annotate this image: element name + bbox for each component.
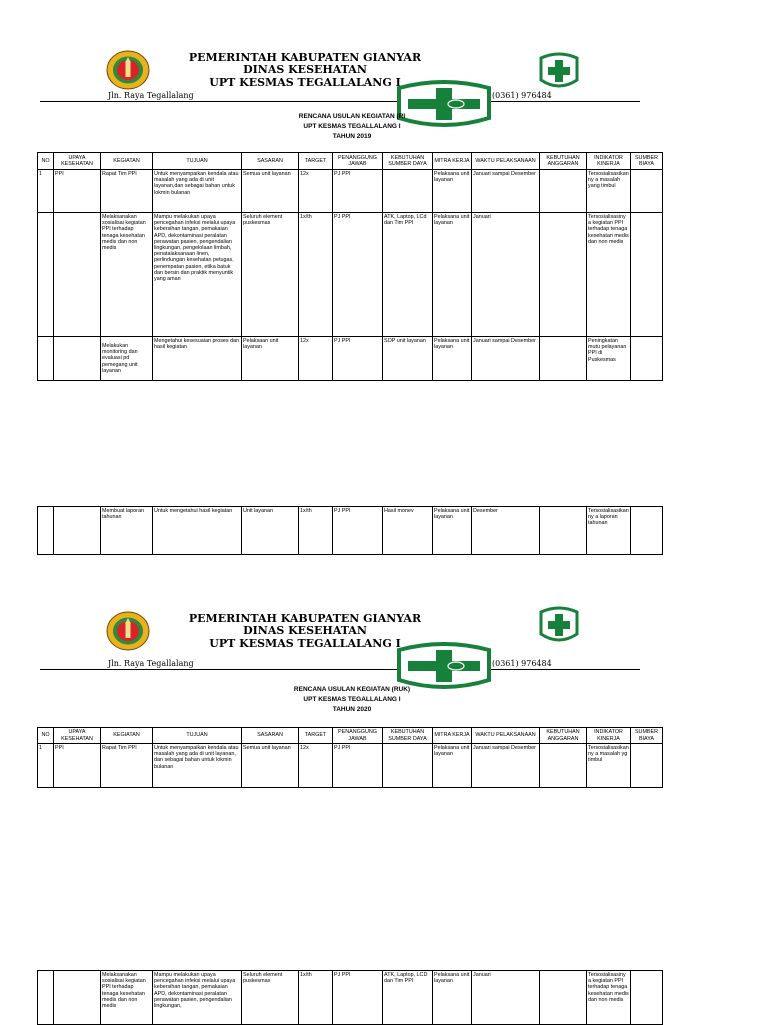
table-cell: ATK, Laptop, LCD dan Tim PPI [383,971,433,1025]
table-cell [54,507,101,555]
table-cell: Desember [472,507,540,555]
table-cell: Unit layanan [242,507,299,555]
table-cell [383,170,433,213]
table-cell: 12x [299,744,333,788]
table-row [38,971,663,1025]
col-header: KEBUTUHAN SUMBER DAYA [383,153,433,170]
col-header: KEBUTUHAN SUMBER DAYA [383,728,433,744]
table-cell [540,337,587,381]
table-cell [540,507,587,555]
letterhead-government: PEMERINTAH KABUPATEN GIANYAR [188,612,422,625]
letterhead-government: PEMERINTAH KABUPATEN GIANYAR [188,51,422,64]
col-header: INDIKATOR KINERJA [587,728,631,744]
table-cell: 1x/th [299,971,333,1025]
table-cell: PPI [54,744,101,788]
col-header: UPAYA KESEHATAN [54,728,101,744]
table-cell: Semua unit layanan [242,170,299,213]
table-cell: PJ PPI [333,971,383,1025]
table-cell [383,744,433,788]
table-cell [540,744,587,788]
table-cell: Untuk mengetahui hasil kegiatan [153,507,242,555]
table-cell: Rapat Tim PPI [101,744,153,788]
doc-title [227,112,477,142]
doc-title-line2: UPT KESMAS TEGALLALANG I [303,123,401,130]
doc-title-line2: UPT KESMAS TEGALLALANG I [303,696,401,703]
table-cell [38,213,54,337]
col-header: WAKTU PELAKSANAAN [472,153,540,170]
col-header: SUMBER BIAYA [631,153,663,170]
table-cell [540,213,587,337]
table-cell: Hasil monev [383,507,433,555]
table-cell: Rapat Tim PPI [101,170,153,213]
table-cell: Pelaksana unit layanan [433,213,472,337]
doc-title-line3: TAHUN 2020 [332,706,372,713]
table-cell: Januari sampai Desember [472,337,540,381]
letterhead-agency: DINAS KESEHATAN [243,624,367,637]
table-cell: 1x/th [299,507,333,555]
table-cell: 12x [299,337,333,381]
col-header: KEGIATAN [101,728,153,744]
table-cell [631,213,663,337]
table-cell [631,507,663,555]
table-cell: Pelaksaan unit layanan [242,337,299,381]
col-header: SASARAN [242,153,299,170]
table-cell: 1 [38,170,54,213]
table-cell: Melaksanakan sosialisai kegiatan PPI terhadap tenaga kesehatan medis dan non medis [101,971,153,1025]
table-cell: Mampu melakukan upaya pencegahan infeksi melalui upaya kebersihan tangan, pemakaian APD, dekontaminasi peralatan perawatan pasien, pengendalian lingkungan, [153,971,242,1025]
table-cell: 12x [299,170,333,213]
table-cell: Januari [472,213,540,337]
table-cell [540,170,587,213]
table-cell: PJ PPI [333,170,383,213]
doc-title-line1: RENCANA USULAN KEGIATAN (RI [298,113,406,120]
table-cell [54,213,101,337]
table-cell [54,971,101,1025]
table-cell: Mampu melakukan upaya pencegahan infeksi melalui upaya kebersihan tangan, pemakaian APD, dekontaminasi peralatan perawatan pasien, pengendalian lingkungan, pengelolaan limbah, penatalaksanaan linen, perlindungan kesehatan petugas, penempatan pasien, etika batuk dan bersin dan praktik menyuntik yang aman [153,213,242,337]
header-rule [40,669,640,670]
table-cell: Peningkatan mutu pelayanan PPI di Puskesmas [587,337,631,381]
doc-title [227,685,477,715]
table-cell: ATK, Laptop, LCd dan Tim PPI [383,213,433,337]
col-header: TUJUAN [153,153,242,170]
table-cell [38,337,54,381]
table-row [38,507,663,555]
table-cell: Untuk menyampaikan kendala atau masalah yang ada di unit layanan, dan sebagai bahan untuk lokmin bulanan [153,744,242,788]
table-cell: Pelaksana unit layanan [433,971,472,1025]
table-cell [38,507,54,555]
table-row [38,170,663,213]
col-header: TARGET [299,153,333,170]
table-cell [38,971,54,1025]
table-cell: Tersosialisasikanny a masalah yg timbul [587,744,631,788]
table-row [38,337,663,381]
col-header: NO [38,153,54,170]
table-cell [540,971,587,1025]
table-cell: Seluruh element puskesmas [242,213,299,337]
table-cell: Pelaksana unit layanan [433,507,472,555]
table-cell: Pelaksana unit layanan [433,337,472,381]
table-cell: Tersosialisasiny a kegiatan PPI terhadap tenaga kesehatan medis dan non medis [587,971,631,1025]
table-cell: PJ PPI [333,744,383,788]
col-header: KEBUTUHAN ANGGARAN [540,728,587,744]
header-rule [40,101,640,102]
table-cell: Membuat laporan tahunan [101,507,153,555]
col-header: MITRA KERJA [433,153,472,170]
table-cell: PJ PPI [333,337,383,381]
col-header: KEGIATAN [101,153,153,170]
table-cell: Januari sampai Desember [472,744,540,788]
col-header: NO [38,728,54,744]
table-cell: PPI [54,170,101,213]
table-cell: Tersosialisasikanny a masalah yang timbul [587,170,631,213]
table-cell: Melaksanakan sosialisai kegiatan PPI terhadap tenaga kesehatan medis dan non medis [101,213,153,337]
table-cell [631,971,663,1025]
col-header: WAKTU PELAKSANAAN [472,728,540,744]
ruk-table-2020-continued [37,970,663,1025]
doc-title-line1: RENCANA USULAN KEGIATAN (RUK) [293,686,411,693]
table-row [38,213,663,337]
table-cell: Semua unit layanan [242,744,299,788]
table-cell [631,170,663,213]
health-cross-logo-large-icon [396,642,492,690]
col-header: TARGET [299,728,333,744]
phone-text: (0361) 976484 [492,91,552,100]
ruk-table-2019-continued [37,506,663,555]
table-cell: Januari sampai Desember [472,170,540,213]
table-cell: Pelaksana unit layanan [433,170,472,213]
table-header-row [38,153,663,170]
health-cross-logo-small-icon [537,52,581,90]
table-cell: Mengetahui kesesuaian proses dan hasil kegiatan [153,337,242,381]
table-cell: PJ PPI [333,213,383,337]
address-text: Jln. Raya Tegallalang [108,659,194,668]
col-header: SASARAN [242,728,299,744]
table-cell: Tersosialisasikanny a laporan tahunan [587,507,631,555]
table-cell [631,744,663,788]
letterhead-unit: UPT KESMAS TEGALLALANG I [209,637,401,650]
ruk-table-2020 [37,727,663,788]
health-cross-logo-small-icon [537,606,581,644]
doc-title-line3: TAHUN 2019 [332,133,372,140]
col-header: UPAYA KESEHATAN [54,153,101,170]
table-cell: PJ PPI [333,507,383,555]
table-header-row [38,728,663,744]
table-cell: Melakukan monitoring dan evaluasi pd pemegang unit layanan [101,337,153,381]
table-cell [54,337,101,381]
col-header: MITRA KERJA [433,728,472,744]
table-cell: SOP unit layanan [383,337,433,381]
col-header: TUJUAN [153,728,242,744]
phone-text: (0361) 976484 [492,659,552,668]
table-cell: Tersosialisasiny a kegiatan PPI terhadap tenaga kesehatan medis dan non medis [587,213,631,337]
table-cell: 1 [38,744,54,788]
table-cell [631,337,663,381]
table-cell: Pelaksana unit layanan [433,744,472,788]
letterhead-unit: UPT KESMAS TEGALLALANG I [209,76,401,89]
col-header: PENANGGUNG JAWAB [333,153,383,170]
table-cell: Januari [472,971,540,1025]
address-text: Jln. Raya Tegallalang [108,91,194,100]
table-cell: 1x/th [299,213,333,337]
col-header: KEBUTUHAN ANGGARAN [540,153,587,170]
table-cell: Seluruh element puskesmas [242,971,299,1025]
col-header: PENANGGUNG JAWAB [333,728,383,744]
col-header: SUMBER BIAYA [631,728,663,744]
letterhead-agency: DINAS KESEHATAN [243,63,367,76]
ruk-table-2019 [37,152,663,381]
table-row [38,744,663,788]
table-cell: Untuk menyampaikan kendala atau masalah yang ada di unit layanan,dan sebagai bahan untuk lokmin bulanan [153,170,242,213]
col-header: INDIKATOR KINERJA [587,153,631,170]
